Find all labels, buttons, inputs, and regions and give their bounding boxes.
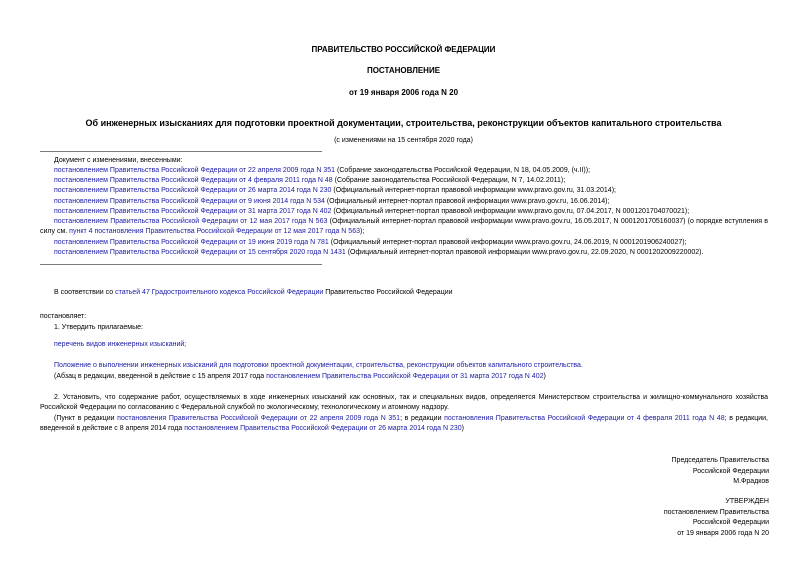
divider-bottom bbox=[40, 264, 322, 265]
note-link[interactable]: постановления Правительства Российской Федерации от 22 апреля 2009 года N 351 bbox=[117, 415, 401, 422]
amendment-item bbox=[54, 207, 689, 217]
amendment-item bbox=[54, 176, 565, 186]
amendment-source: (Официальный интернет-портал правовой информации www.pravo.gov.ru, 16.05.2017, N 0001201705160037) (о порядке вступления в силу см. bbox=[40, 218, 769, 235]
doc-type: ПОСТАНОВЛЕНИЕ bbox=[366, 66, 441, 75]
paragraph-note: (Абзац в редакции, введенной в действие с 15 апреля 2017 года постановлением Правительства Российской Федерации от 31 марта 2017 года N 402) bbox=[54, 373, 546, 380]
approval-block: УТВЕРЖДЕН постановлением Правительства Российской Федерации от 19 января 2006 года N 20 bbox=[663, 498, 769, 537]
government-title: ПРАВИТЕЛЬСТВО РОССИЙСКОЙ ФЕДЕРАЦИИ bbox=[311, 45, 496, 54]
amendment-link[interactable]: постановлением Правительства Российской Федерации от 15 сентября 2020 года N 1431 bbox=[54, 249, 346, 256]
divider-top bbox=[40, 151, 322, 152]
amendment-item-multiline: постановлением Правительства Российской Федерации от 12 мая 2017 года N 563 (Официальный интернет-портал правовой информации www.pravo.gov.ru, 16.05.2017, N 0001201705160037) (о порядке вступления в силу см. пункт 4 постановления Правительства Российской Федерации от 12 мая 2017 года N 563); bbox=[40, 218, 769, 235]
note-link[interactable]: постановлением Правительства Российской Федерации от 26 марта 2014 года N 230 bbox=[184, 425, 462, 432]
amendment-link[interactable]: постановлением Правительства Российской Федерации от 31 марта 2017 года N 402 bbox=[54, 208, 332, 215]
revision-note: (с изменениями на 15 сентября 2020 года) bbox=[334, 137, 473, 144]
amendment-link[interactable]: постановлением Правительства Российской Федерации от 4 февраля 2011 года N 48 bbox=[54, 177, 333, 184]
amendment-link[interactable]: постановлением Правительства Российской Федерации от 22 апреля 2009 года N 351 bbox=[54, 167, 336, 174]
amendment-source: (Официальный интернет-портал правовой информации www.pravo.gov.ru, 16.06.2014); bbox=[326, 198, 610, 205]
amendment-source: (Официальный интернет-портал правовой информации www.pravo.gov.ru, 07.04.2017, N 0001201704070021); bbox=[333, 208, 690, 215]
signature-block: Председатель Правительства Российской Федерации М.Фрадков bbox=[671, 457, 769, 485]
amendment-item bbox=[54, 238, 687, 248]
note-link[interactable]: постановления Правительства Российской Федерации от 4 февраля 2011 года N 48 bbox=[444, 415, 725, 422]
amendment-link[interactable]: пункт 4 постановления Правительства Российской Федерации от 12 мая 2017 года N 563 bbox=[69, 228, 360, 235]
regulation-link bbox=[54, 361, 583, 371]
survey-types-list-link[interactable]: перечень видов инженерных изысканий; bbox=[54, 341, 187, 348]
preamble-link[interactable]: статьей 47 Градостроительного кодекса Российской Федерации bbox=[115, 289, 324, 296]
amendment-link[interactable]: постановлением Правительства Российской Федерации от 9 июня 2014 года N 534 bbox=[54, 198, 325, 205]
doc-title: Об инженерных изысканиях для подготовки проектной документации, строительства, реконструкции объектов капитального строительства bbox=[85, 118, 722, 128]
approved-list-link bbox=[54, 340, 186, 350]
item-1: 1. Утвердить прилагаемые: bbox=[54, 324, 143, 331]
item-2-note: (Пункт в редакции постановления Правительства Российской Федерации от 22 апреля 2009 года N 351; в редакции постановления Правительства Российской Федерации от 4 февраля 2011 года N 48; в редакции, введенной в действие с 8 апреля 2014 года постановлением Правительства Российской Федерации от 26 марта 2014 года N 230) bbox=[40, 415, 768, 432]
regulation-document-link[interactable]: Положение о выполнении инженерных изысканий для подготовки проектной документации, строительства, реконструкции объектов капитального строительства. bbox=[54, 362, 583, 369]
resolves-word: постановляет: bbox=[40, 313, 87, 320]
amendment-item bbox=[54, 186, 616, 196]
amendment-source: (Официальный интернет-портал правовой информации www.pravo.gov.ru, 31.03.2014); bbox=[333, 187, 616, 194]
amendments-heading: Документ с изменениями, внесенными: bbox=[54, 157, 183, 164]
amendment-item bbox=[54, 248, 703, 258]
amendment-item bbox=[54, 166, 590, 176]
item-2: 2. Установить, что содержание работ, осуществляемых в ходе инженерных изысканий как основных, так и специальных видов, определяется Министерством строительства и жилищно-коммунального хозяйства Российской Федерации по согласованию с Федеральной службой по экологическому, технологическому и атомному надзору. bbox=[40, 394, 768, 411]
amendment-link[interactable]: постановлением Правительства Российской Федерации от 19 июня 2019 года N 781 bbox=[54, 239, 329, 246]
amendment-link[interactable]: постановлением Правительства Российской Федерации от 26 марта 2014 года N 230 bbox=[54, 187, 332, 194]
amendment-link[interactable]: постановлением Правительства Российской Федерации от 12 мая 2017 года N 563 bbox=[54, 218, 328, 225]
amendment-source: (Официальный интернет-портал правовой информации www.pravo.gov.ru, 22.09.2020, N 0001202009220002). bbox=[347, 249, 704, 256]
amendment-source: (Официальный интернет-портал правовой информации www.pravo.gov.ru, 24.06.2019, N 0001201906240027); bbox=[330, 239, 687, 246]
doc-date: от 19 января 2006 года N 20 bbox=[348, 88, 459, 97]
preamble: В соответствии со статьей 47 Градостроительного кодекса Российской Федерации Правительство Российской Федерации bbox=[54, 289, 453, 296]
amendment-source: (Собрание законодательства Российской Федерации, N 18, 04.05.2009, (ч.II)); bbox=[337, 167, 591, 174]
note-link[interactable]: постановлением Правительства Российской Федерации от 31 марта 2017 года N 402 bbox=[266, 373, 544, 380]
amendment-item bbox=[54, 197, 609, 207]
amendment-source: (Собрание законодательства Российской Федерации, N 7, 14.02.2011); bbox=[334, 177, 566, 184]
